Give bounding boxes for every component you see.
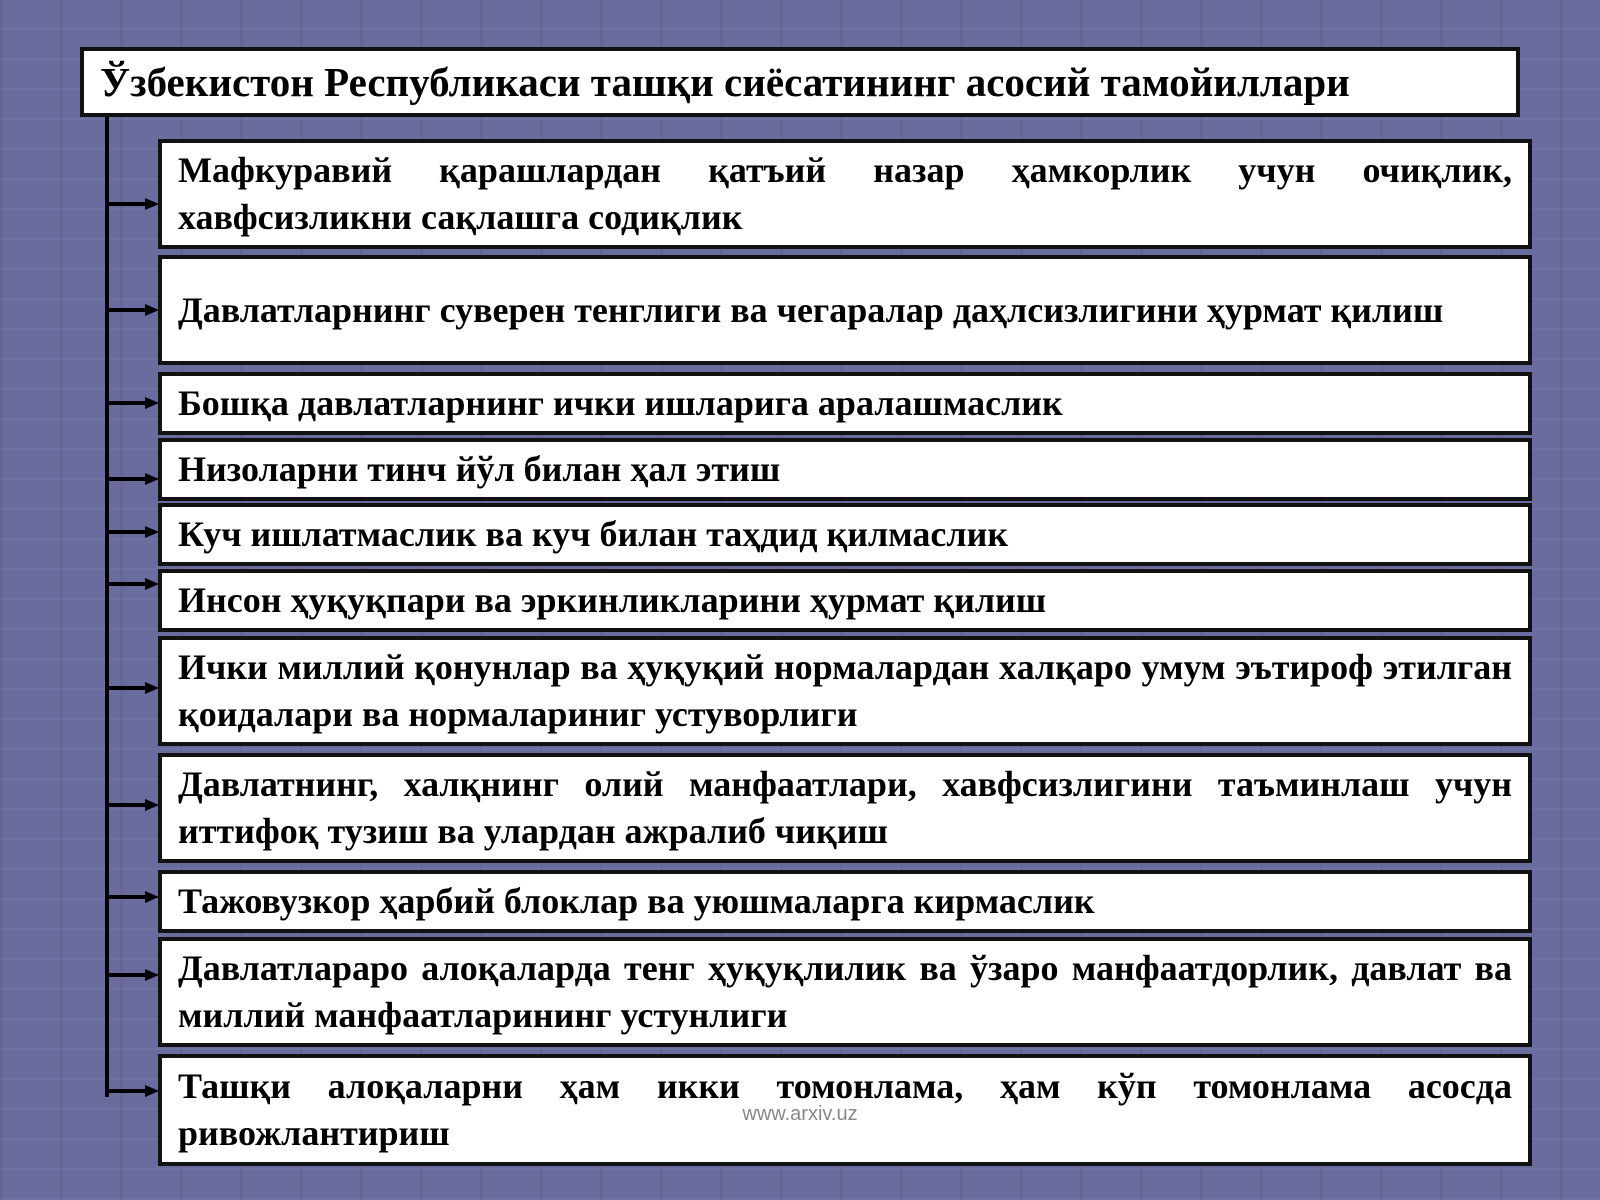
principle-text-8: Давлатнинг, халқнинг олий манфаатлари, хавфсизлигини таъминлаш учун иттифоқ тузиш ва улардан ажралиб чиқиш [178,764,1512,851]
principle-text-6: Инсон ҳуқуқпари ва эркинликларини ҳурмат қилиш [178,580,1047,620]
principle-box-8 [158,753,1532,863]
arrow-icon [107,197,159,211]
arrow-icon [107,798,159,812]
arrow-icon [107,396,159,410]
principle-text-5: Куч ишлатмаслик ва куч билан таҳдид қилмаслик [178,514,1009,554]
arrow-icon [107,1084,159,1098]
principle-box-7 [158,636,1532,746]
principle-text-10: Давлатлараро алоқаларда тенг ҳуқуқлилик ва ўзаро манфаатдорлик, давлат ва миллий манфаатларининг устунлиги [178,948,1512,1035]
principle-box-4 [158,438,1532,501]
principle-box-10 [158,937,1532,1047]
principle-text-9: Тажовузкор ҳарбий блоклар ва уюшмаларга кирмаслик [178,881,1095,921]
arrow-icon [107,472,159,486]
principle-box-2 [158,255,1532,365]
principle-box-3 [158,372,1532,435]
principle-text-11: Ташқи алоқаларни ҳам икки томонлама, ҳам кўп томонлама асосда ривожлантириш [178,1066,1512,1153]
arrow-icon [107,968,159,982]
principle-box-1 [158,139,1532,249]
principle-text-1: Мафкуравий қарашлардан қатъий назар ҳамкорлик учун очиқлик, хавфсизликни сақлашга содиқлик [178,150,1512,237]
principle-text-4: Низоларни тинч йўл билан ҳал этиш [178,449,781,489]
principle-box-5 [158,503,1532,566]
arrow-icon [107,525,159,539]
arrow-icon [107,577,159,591]
principle-text-7: Ички миллий қонунлар ва ҳуқуқий нормалардан халқаро умум эътироф этилган қоидалари ва нормалариниг устуворлиги [178,647,1512,734]
diagram-title: Ўзбекистон Республикаси ташқи сиёсатининг асосий тамойиллари [80,47,1520,117]
vertical-connector-line [105,117,109,1097]
arrow-icon [107,303,159,317]
principle-box-9 [158,870,1532,933]
principle-text-2: Давлатларнинг суверен тенглиги ва чегаралар даҳлсизлигини ҳурмат қилиш [178,289,1444,330]
arrow-icon [107,681,159,695]
watermark-text: www.arxiv.uz [742,1103,858,1125]
arrow-icon [107,890,159,904]
principle-text-3: Бошқа давлатларнинг ички ишларига аралашмаслик [178,383,1063,423]
principle-box-6 [158,569,1532,632]
